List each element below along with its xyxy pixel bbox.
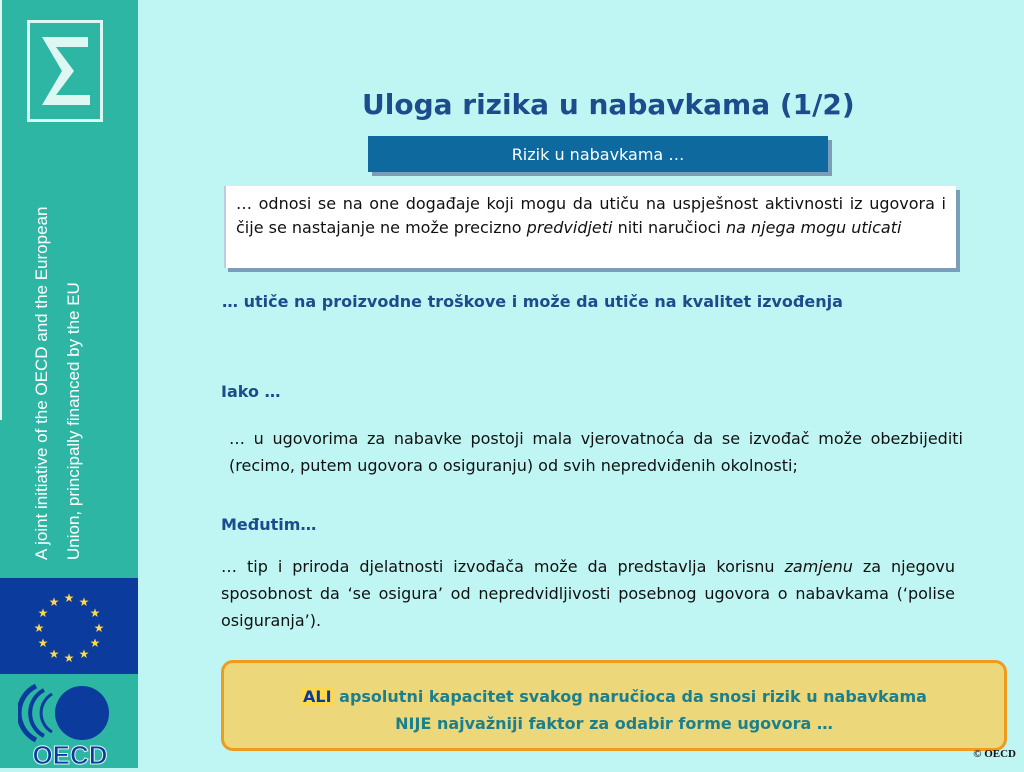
subtitle-bar bbox=[368, 136, 828, 172]
heading-although: Iako … bbox=[221, 382, 281, 401]
paragraph-however bbox=[221, 553, 955, 634]
initiative-line-2: Union, principally financed by the EU bbox=[64, 282, 83, 560]
eu-star-icon: ★ bbox=[63, 591, 75, 605]
definition-emphasis-2: na njega mogu uticati bbox=[725, 218, 902, 237]
note-line-1 bbox=[224, 683, 1004, 710]
note-highlight: ALI bbox=[303, 687, 332, 706]
paragraph-although: … u ugovorima za nabavke postoji mala vjerovatnoća da se izvođač može obezbijediti (recimo, putem ugovora o osiguranju) od svih nepredviđenih okolnosti; bbox=[229, 429, 963, 475]
eu-flag-icon bbox=[0, 578, 138, 674]
eu-star-icon: ★ bbox=[78, 595, 90, 610]
however-emphasis: zamjenu bbox=[784, 557, 853, 576]
note-line-2: NIJE najvažniji faktor za odabir forme ugovora … bbox=[395, 714, 833, 733]
impact-statement: … utiče na proizvodne troškove i može da utiče na kvalitet izvođenja bbox=[222, 292, 843, 311]
oecd-logo-text: OECD bbox=[32, 740, 108, 768]
eu-star-icon: ★ bbox=[63, 651, 75, 665]
definition-text-2: niti naručioci bbox=[612, 218, 726, 237]
definition-text-1: … odnosi se na one događaje koji mogu da utiču na uspješnost aktivnosti iz ugovora i čije se nastajanje ne može precizno bbox=[236, 194, 946, 237]
copyright: © OECD bbox=[973, 748, 1016, 760]
eu-star-icon: ★ bbox=[89, 606, 101, 620]
note-text-1: apsolutni kapacitet svakog naručioca da snosi rizik u nabavkama bbox=[333, 687, 927, 706]
initiative-line-1: A joint initiative of the OECD and the European bbox=[32, 206, 51, 560]
sidebar bbox=[0, 0, 138, 768]
eu-star-icon: ★ bbox=[48, 646, 60, 661]
note-box bbox=[221, 660, 1007, 751]
eu-star-icon: ★ bbox=[93, 621, 105, 635]
sidebar-divider bbox=[0, 0, 2, 420]
initiative-text bbox=[26, 130, 90, 560]
heading-however: Međutim… bbox=[221, 515, 317, 534]
slide-title: Uloga rizika u nabavkama (1/2) bbox=[362, 88, 855, 121]
definition-box bbox=[224, 186, 956, 268]
oecd-logo-icon bbox=[18, 680, 122, 768]
definition-emphasis-1: predvidjeti bbox=[526, 218, 613, 237]
eu-star-icon: ★ bbox=[89, 636, 101, 650]
eu-star-icon: ★ bbox=[48, 595, 60, 610]
however-text-2: za njegovu sposobnost da ‘se osigura’ od nepredvidljivosti posebnog ugovora o nabavkama (‘polise osiguranja’). bbox=[221, 557, 955, 630]
sigma-logo-icon bbox=[27, 20, 103, 122]
eu-star-icon: ★ bbox=[37, 636, 49, 650]
subtitle-text: Rizik u nabavkama … bbox=[511, 144, 685, 164]
however-text-1: … tip i priroda djelatnosti izvođača može da predstavlja korisnu bbox=[221, 557, 785, 576]
eu-star-icon: ★ bbox=[37, 606, 49, 620]
eu-star-icon: ★ bbox=[33, 621, 45, 635]
eu-star-icon: ★ bbox=[78, 646, 90, 661]
